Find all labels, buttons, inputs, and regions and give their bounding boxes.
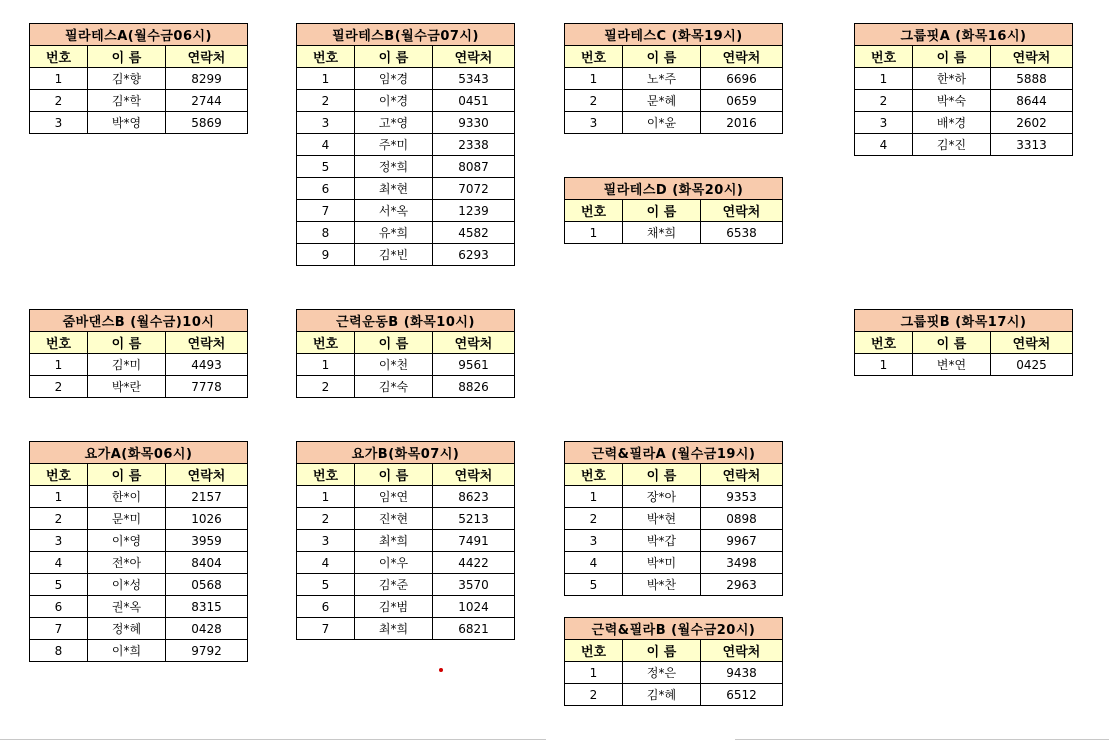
table-row [565, 684, 783, 706]
cell-number[interactable]: 5 [297, 156, 355, 178]
cell-contact[interactable]: 7491 [433, 530, 515, 552]
cell-contact[interactable]: 1239 [433, 200, 515, 222]
table-row [30, 486, 248, 508]
cell-name[interactable]: 박*숙 [913, 90, 991, 112]
cell-name[interactable]: 정*희 [355, 156, 433, 178]
header-contact[interactable]: 연락처 [991, 332, 1073, 354]
table-row [297, 90, 515, 112]
table-row [297, 200, 515, 222]
cell-number[interactable]: 4 [30, 552, 88, 574]
header-number[interactable]: 번호 [855, 332, 913, 354]
cell-contact[interactable]: 9792 [166, 640, 248, 662]
cell-name[interactable]: 한*하 [913, 68, 991, 90]
cell-name[interactable]: 박*현 [623, 508, 701, 530]
table-row [30, 530, 248, 552]
cell-number[interactable]: 2 [565, 90, 623, 112]
table-row [297, 618, 515, 640]
table-title[interactable]: 근력&필라A (월수금19시) [565, 442, 783, 464]
cell-name[interactable]: 김*진 [913, 134, 991, 156]
header-number[interactable]: 번호 [30, 332, 88, 354]
table-row [855, 112, 1073, 134]
cell-number[interactable]: 1 [565, 662, 623, 684]
cell-contact[interactable]: 6512 [701, 684, 783, 706]
cell-contact[interactable]: 0425 [991, 354, 1073, 376]
header-name[interactable]: 이 름 [88, 46, 166, 68]
cell-contact[interactable]: 2338 [433, 134, 515, 156]
cell-contact[interactable]: 0659 [701, 90, 783, 112]
cell-name[interactable]: 김*범 [355, 596, 433, 618]
header-contact[interactable]: 연락처 [166, 332, 248, 354]
cell-number[interactable]: 1 [30, 486, 88, 508]
cell-number[interactable]: 2 [855, 90, 913, 112]
table-title[interactable]: 요가B(화목07시) [297, 442, 515, 464]
cell-contact[interactable]: 0568 [166, 574, 248, 596]
cell-name[interactable]: 임*경 [355, 68, 433, 90]
cell-number[interactable]: 1 [297, 486, 355, 508]
table-row [30, 90, 248, 112]
cell-number[interactable]: 9 [297, 244, 355, 266]
table-title[interactable]: 근력운동B (화목10시) [297, 310, 515, 332]
bottom-divider-right [735, 739, 1109, 740]
header-name[interactable]: 이 름 [623, 640, 701, 662]
cell-name[interactable]: 박*미 [623, 552, 701, 574]
table-row [30, 508, 248, 530]
header-name[interactable]: 이 름 [623, 200, 701, 222]
table-row [297, 508, 515, 530]
cell-name[interactable]: 이*경 [355, 90, 433, 112]
table-row [30, 640, 248, 662]
table-row [297, 68, 515, 90]
header-number[interactable]: 번호 [30, 46, 88, 68]
table-row [297, 178, 515, 200]
roster-table-strength-pilates-a [564, 441, 783, 596]
header-contact[interactable]: 연락처 [991, 46, 1073, 68]
table-row [297, 134, 515, 156]
header-number[interactable]: 번호 [297, 464, 355, 486]
cell-contact[interactable]: 5213 [433, 508, 515, 530]
cell-number[interactable]: 3 [30, 530, 88, 552]
cell-contact[interactable]: 7072 [433, 178, 515, 200]
header-name[interactable]: 이 름 [913, 332, 991, 354]
table-row [565, 574, 783, 596]
header-contact[interactable]: 연락처 [701, 200, 783, 222]
cell-contact[interactable]: 9353 [701, 486, 783, 508]
cell-contact[interactable]: 1024 [433, 596, 515, 618]
cell-contact[interactable]: 8299 [166, 68, 248, 90]
cell-number[interactable]: 4 [855, 134, 913, 156]
header-number[interactable]: 번호 [565, 640, 623, 662]
roster-table-strength-b [296, 309, 515, 398]
cell-contact[interactable]: 5343 [433, 68, 515, 90]
cell-name[interactable]: 한*이 [88, 486, 166, 508]
cell-name[interactable]: 전*아 [88, 552, 166, 574]
cell-name[interactable]: 노*주 [623, 68, 701, 90]
cell-contact[interactable]: 0451 [433, 90, 515, 112]
table-row [565, 508, 783, 530]
cell-number[interactable]: 5 [297, 574, 355, 596]
cell-contact[interactable]: 2963 [701, 574, 783, 596]
table-title[interactable]: 요가A(화목06시) [30, 442, 248, 464]
cell-contact[interactable]: 9438 [701, 662, 783, 684]
table-row [297, 156, 515, 178]
table-row [855, 90, 1073, 112]
cell-number[interactable]: 7 [30, 618, 88, 640]
cell-contact[interactable]: 5888 [991, 68, 1073, 90]
cell-number[interactable]: 1 [297, 68, 355, 90]
table-title[interactable]: 그룹핏B (화목17시) [855, 310, 1073, 332]
cell-contact[interactable]: 2157 [166, 486, 248, 508]
table-row [855, 354, 1073, 376]
cell-contact[interactable]: 8623 [433, 486, 515, 508]
table-row [297, 354, 515, 376]
cell-name[interactable]: 고*영 [355, 112, 433, 134]
cell-name[interactable]: 박*영 [88, 112, 166, 134]
cell-name[interactable]: 유*희 [355, 222, 433, 244]
cell-name[interactable]: 정*혜 [88, 618, 166, 640]
cell-name[interactable]: 문*혜 [623, 90, 701, 112]
cell-contact[interactable]: 6538 [701, 222, 783, 244]
cell-number[interactable]: 4 [297, 134, 355, 156]
table-row [565, 486, 783, 508]
roster-table-pilates-b [296, 23, 515, 266]
cell-number[interactable]: 1 [30, 354, 88, 376]
table-row [30, 376, 248, 398]
header-number[interactable]: 번호 [297, 46, 355, 68]
table-title[interactable]: 필라테스C (화목19시) [565, 24, 783, 46]
cell-number[interactable]: 2 [30, 90, 88, 112]
cell-contact[interactable]: 9330 [433, 112, 515, 134]
cell-number[interactable]: 1 [297, 354, 355, 376]
cell-number[interactable]: 3 [565, 112, 623, 134]
header-contact[interactable]: 연락처 [701, 464, 783, 486]
table-row [30, 596, 248, 618]
cell-name[interactable]: 이*천 [355, 354, 433, 376]
cell-name[interactable]: 진*현 [355, 508, 433, 530]
cell-name[interactable]: 김*혜 [623, 684, 701, 706]
table-row [565, 68, 783, 90]
cell-number[interactable]: 8 [297, 222, 355, 244]
cell-name[interactable]: 김*향 [88, 68, 166, 90]
roster-table-pilates-d [564, 177, 783, 244]
header-number[interactable]: 번호 [565, 464, 623, 486]
header-contact[interactable]: 연락처 [433, 464, 515, 486]
header-name[interactable]: 이 름 [913, 46, 991, 68]
cell-number[interactable]: 1 [565, 486, 623, 508]
table-row [297, 574, 515, 596]
header-contact[interactable]: 연락처 [166, 464, 248, 486]
header-number[interactable]: 번호 [565, 46, 623, 68]
cell-contact[interactable]: 8644 [991, 90, 1073, 112]
cell-name[interactable]: 권*옥 [88, 596, 166, 618]
header-number[interactable]: 번호 [30, 464, 88, 486]
roster-table-group-fit-a [854, 23, 1073, 156]
cell-number[interactable]: 3 [855, 112, 913, 134]
cell-name[interactable]: 채*희 [623, 222, 701, 244]
cell-contact[interactable]: 2016 [701, 112, 783, 134]
header-name[interactable]: 이 름 [88, 464, 166, 486]
roster-table-yoga-a [29, 441, 248, 662]
red-dot-marker [439, 668, 443, 672]
cell-number[interactable]: 6 [297, 596, 355, 618]
cell-contact[interactable]: 9967 [701, 530, 783, 552]
table-row [297, 244, 515, 266]
table-row [297, 530, 515, 552]
cell-number[interactable]: 2 [30, 376, 88, 398]
cell-contact[interactable]: 6821 [433, 618, 515, 640]
cell-name[interactable]: 이*영 [88, 530, 166, 552]
cell-number[interactable]: 1 [855, 354, 913, 376]
cell-contact[interactable]: 0428 [166, 618, 248, 640]
cell-number[interactable]: 4 [297, 552, 355, 574]
table-row [855, 134, 1073, 156]
cell-contact[interactable]: 0898 [701, 508, 783, 530]
cell-contact[interactable]: 5869 [166, 112, 248, 134]
cell-contact[interactable]: 4493 [166, 354, 248, 376]
cell-number[interactable]: 1 [855, 68, 913, 90]
cell-contact[interactable]: 3313 [991, 134, 1073, 156]
cell-name[interactable]: 정*은 [623, 662, 701, 684]
header-name[interactable]: 이 름 [355, 464, 433, 486]
cell-number[interactable]: 3 [30, 112, 88, 134]
header-name[interactable]: 이 름 [623, 46, 701, 68]
roster-table-pilates-c [564, 23, 783, 134]
cell-name[interactable]: 장*아 [623, 486, 701, 508]
roster-table-yoga-b [296, 441, 515, 640]
cell-name[interactable]: 김*학 [88, 90, 166, 112]
cell-number[interactable]: 1 [30, 68, 88, 90]
header-contact[interactable]: 연락처 [166, 46, 248, 68]
table-row [565, 90, 783, 112]
cell-number[interactable]: 2 [565, 684, 623, 706]
table-row [297, 222, 515, 244]
table-title[interactable]: 근력&필라B (월수금20시) [565, 618, 783, 640]
cell-contact[interactable]: 8087 [433, 156, 515, 178]
cell-contact[interactable]: 8315 [166, 596, 248, 618]
table-row [565, 662, 783, 684]
cell-name[interactable]: 최*현 [355, 178, 433, 200]
cell-name[interactable]: 박*찬 [623, 574, 701, 596]
roster-table-strength-pilates-b [564, 617, 783, 706]
cell-name[interactable]: 김*숙 [355, 376, 433, 398]
cell-contact[interactable]: 4422 [433, 552, 515, 574]
cell-name[interactable]: 서*옥 [355, 200, 433, 222]
cell-number[interactable]: 1 [565, 68, 623, 90]
cell-name[interactable]: 김*빈 [355, 244, 433, 266]
cell-name[interactable]: 김*미 [88, 354, 166, 376]
cell-number[interactable]: 8 [30, 640, 88, 662]
header-number[interactable]: 번호 [297, 332, 355, 354]
table-row [565, 222, 783, 244]
table-row [297, 552, 515, 574]
table-row [297, 596, 515, 618]
cell-contact[interactable]: 2602 [991, 112, 1073, 134]
cell-name[interactable]: 이*성 [88, 574, 166, 596]
table-row [30, 112, 248, 134]
cell-number[interactable]: 2 [297, 508, 355, 530]
cell-name[interactable]: 박*란 [88, 376, 166, 398]
cell-contact[interactable]: 3498 [701, 552, 783, 574]
cell-name[interactable]: 박*갑 [623, 530, 701, 552]
cell-name[interactable]: 이*우 [355, 552, 433, 574]
roster-table-group-fit-b [854, 309, 1073, 376]
cell-number[interactable]: 3 [297, 112, 355, 134]
cell-name[interactable]: 이*희 [88, 640, 166, 662]
bottom-divider-left [0, 739, 546, 740]
cell-contact[interactable]: 6696 [701, 68, 783, 90]
table-row [297, 376, 515, 398]
cell-name[interactable]: 최*희 [355, 530, 433, 552]
cell-name[interactable]: 배*경 [913, 112, 991, 134]
cell-name[interactable]: 문*미 [88, 508, 166, 530]
header-contact[interactable]: 연락처 [701, 640, 783, 662]
header-name[interactable]: 이 름 [355, 46, 433, 68]
cell-name[interactable]: 임*연 [355, 486, 433, 508]
cell-contact[interactable]: 1026 [166, 508, 248, 530]
cell-number[interactable]: 2 [297, 90, 355, 112]
header-contact[interactable]: 연락처 [701, 46, 783, 68]
cell-number[interactable]: 5 [565, 574, 623, 596]
cell-number[interactable]: 7 [297, 200, 355, 222]
table-row [30, 552, 248, 574]
table-row [297, 112, 515, 134]
cell-number[interactable]: 6 [297, 178, 355, 200]
cell-number[interactable]: 1 [565, 222, 623, 244]
cell-contact[interactable]: 7778 [166, 376, 248, 398]
cell-name[interactable]: 주*미 [355, 134, 433, 156]
table-title[interactable]: 필라테스A(월수금06시) [30, 24, 248, 46]
header-name[interactable]: 이 름 [623, 464, 701, 486]
header-name[interactable]: 이 름 [88, 332, 166, 354]
table-row [565, 112, 783, 134]
cell-contact[interactable]: 8826 [433, 376, 515, 398]
table-row [565, 530, 783, 552]
cell-name[interactable]: 이*윤 [623, 112, 701, 134]
cell-number[interactable]: 6 [30, 596, 88, 618]
cell-contact[interactable]: 3570 [433, 574, 515, 596]
cell-contact[interactable]: 9561 [433, 354, 515, 376]
cell-number[interactable]: 4 [565, 552, 623, 574]
header-contact[interactable]: 연락처 [433, 332, 515, 354]
cell-contact[interactable]: 4582 [433, 222, 515, 244]
table-title[interactable]: 필라테스D (화목20시) [565, 178, 783, 200]
roster-table-pilates-a [29, 23, 248, 134]
cell-name[interactable]: 김*준 [355, 574, 433, 596]
table-row [297, 486, 515, 508]
cell-number[interactable]: 7 [297, 618, 355, 640]
cell-number[interactable]: 2 [297, 376, 355, 398]
table-title[interactable]: 줌바댄스B (월수금)10시 [30, 310, 248, 332]
cell-contact[interactable]: 8404 [166, 552, 248, 574]
cell-number[interactable]: 2 [30, 508, 88, 530]
table-title[interactable]: 그룹핏A (화목16시) [855, 24, 1073, 46]
table-title[interactable]: 필라테스B(월수금07시) [297, 24, 515, 46]
cell-name[interactable]: 변*연 [913, 354, 991, 376]
cell-number[interactable]: 3 [565, 530, 623, 552]
header-number[interactable]: 번호 [565, 200, 623, 222]
table-row [30, 68, 248, 90]
cell-name[interactable]: 최*희 [355, 618, 433, 640]
roster-table-zumba-b [29, 309, 248, 398]
cell-contact[interactable]: 2744 [166, 90, 248, 112]
header-contact[interactable]: 연락처 [433, 46, 515, 68]
table-row [30, 618, 248, 640]
header-name[interactable]: 이 름 [355, 332, 433, 354]
cell-number[interactable]: 3 [297, 530, 355, 552]
table-row [855, 68, 1073, 90]
cell-number[interactable]: 5 [30, 574, 88, 596]
table-row [565, 552, 783, 574]
header-number[interactable]: 번호 [855, 46, 913, 68]
table-row [30, 354, 248, 376]
cell-contact[interactable]: 3959 [166, 530, 248, 552]
table-row [30, 574, 248, 596]
cell-contact[interactable]: 6293 [433, 244, 515, 266]
cell-number[interactable]: 2 [565, 508, 623, 530]
